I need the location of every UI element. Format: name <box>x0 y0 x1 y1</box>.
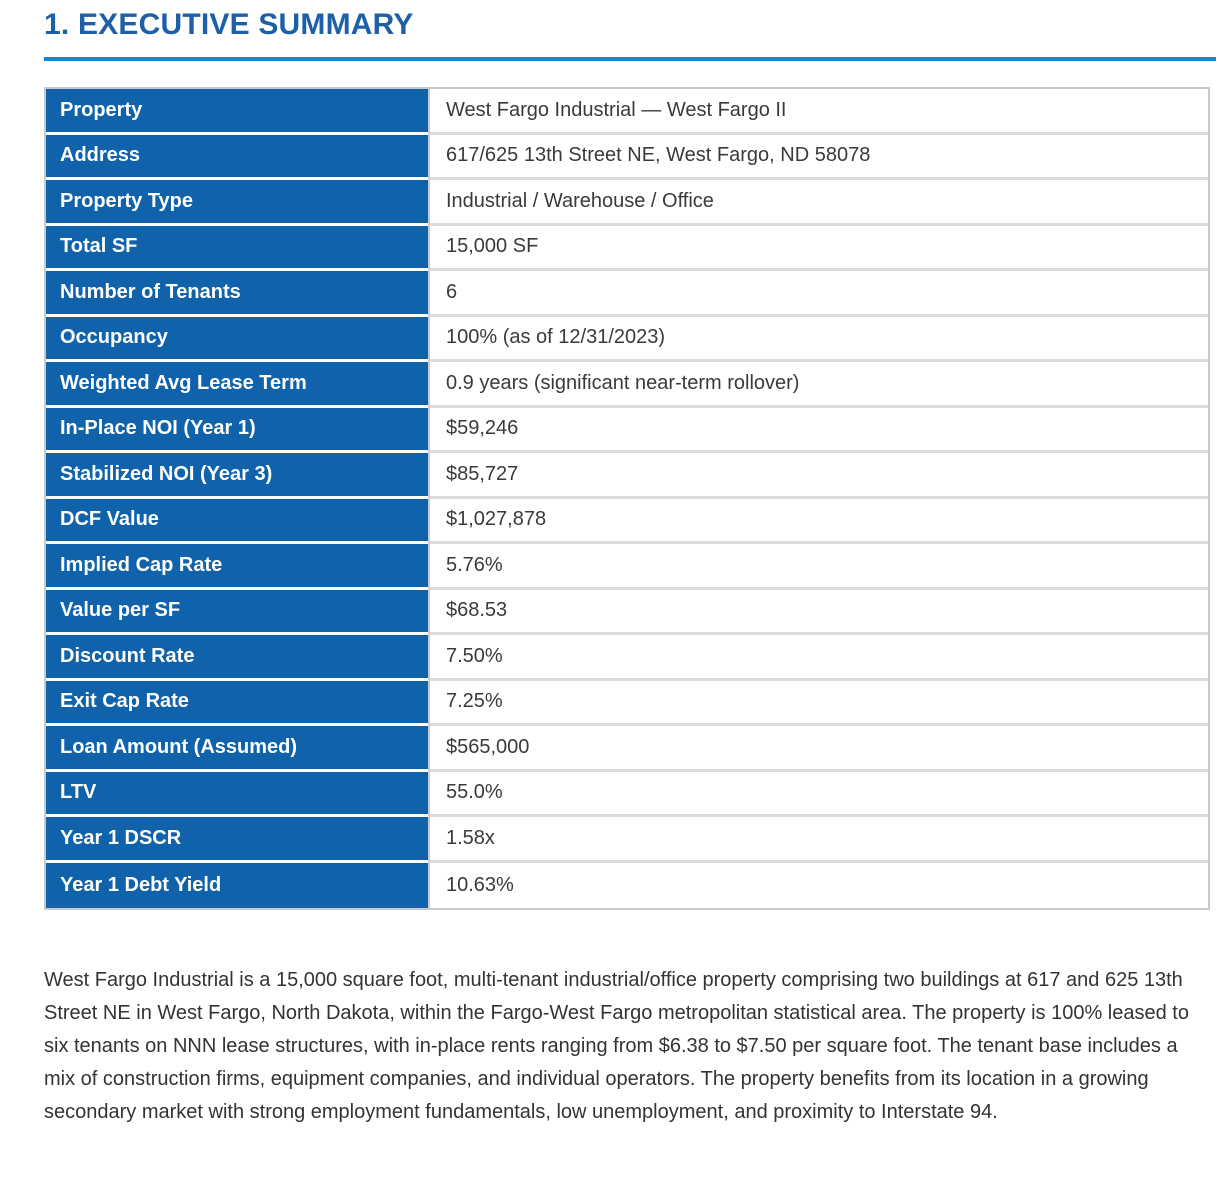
row-value: 6 <box>428 271 1208 317</box>
row-label: Total SF <box>46 226 428 272</box>
row-label: Property Type <box>46 180 428 226</box>
row-value: 1.58x <box>428 817 1208 863</box>
table-row <box>46 135 1208 181</box>
table-row <box>46 226 1208 272</box>
table-row <box>46 817 1208 863</box>
row-value: 15,000 SF <box>428 226 1208 272</box>
row-value: 617/625 13th Street NE, West Fargo, ND 58078 <box>428 135 1208 181</box>
row-value: Industrial / Warehouse / Office <box>428 180 1208 226</box>
row-value: 7.50% <box>428 635 1208 681</box>
table-row <box>46 772 1208 818</box>
row-label: Number of Tenants <box>46 271 428 317</box>
table-row <box>46 681 1208 727</box>
page-title: 1. EXECUTIVE SUMMARY <box>44 8 414 41</box>
row-label: Loan Amount (Assumed) <box>46 726 428 772</box>
row-value: 100% (as of 12/31/2023) <box>428 317 1208 363</box>
table-row <box>46 726 1208 772</box>
table-row <box>46 863 1208 909</box>
table-row <box>46 180 1208 226</box>
row-value: 5.76% <box>428 544 1208 590</box>
row-value: $59,246 <box>428 408 1208 454</box>
table-row <box>46 408 1208 454</box>
table-row <box>46 635 1208 681</box>
row-label: Year 1 DSCR <box>46 817 428 863</box>
row-label: Exit Cap Rate <box>46 681 428 727</box>
row-label: Discount Rate <box>46 635 428 681</box>
row-value: $85,727 <box>428 453 1208 499</box>
table-row <box>46 89 1208 135</box>
row-label: DCF Value <box>46 499 428 545</box>
table-row <box>46 453 1208 499</box>
row-label: Stabilized NOI (Year 3) <box>46 453 428 499</box>
row-label: Value per SF <box>46 590 428 636</box>
row-label: In-Place NOI (Year 1) <box>46 408 428 454</box>
row-value: $1,027,878 <box>428 499 1208 545</box>
table-row <box>46 362 1208 408</box>
row-label: Implied Cap Rate <box>46 544 428 590</box>
row-value: 10.63% <box>428 863 1208 909</box>
table-row <box>46 590 1208 636</box>
row-label: Occupancy <box>46 317 428 363</box>
summary-paragraph: West Fargo Industrial is a 15,000 square foot, multi-tenant industrial/office property comprising two buildings at 617 and 625 13th Street NE in West Fargo, North Dakota, within the Fargo-West Fargo metropolitan statistical area. The property is 100% leased to six tenants on NNN lease structures, with in-place rents ranging from $6.38 to $7.50 per square foot. The tenant base includes a mix of construction firms, equipment companies, and individual operators. The property benefits from its location in a growing secondary market with strong employment fundamentals, low unemployment, and proximity to Interstate 94. <box>44 969 1189 1123</box>
summary-table <box>44 87 1210 910</box>
row-label: LTV <box>46 772 428 818</box>
row-value: West Fargo Industrial — West Fargo II <box>428 89 1208 135</box>
row-label: Weighted Avg Lease Term <box>46 362 428 408</box>
row-value: 55.0% <box>428 772 1208 818</box>
row-label: Year 1 Debt Yield <box>46 863 428 909</box>
row-value: $68.53 <box>428 590 1208 636</box>
row-value: $565,000 <box>428 726 1208 772</box>
table-row <box>46 499 1208 545</box>
row-value: 7.25% <box>428 681 1208 727</box>
row-label: Property <box>46 89 428 135</box>
row-value: 0.9 years (significant near-term rollover) <box>428 362 1208 408</box>
table-row <box>46 271 1208 317</box>
row-label: Address <box>46 135 428 181</box>
title-rule <box>44 57 1216 61</box>
table-row <box>46 544 1208 590</box>
table-row <box>46 317 1208 363</box>
